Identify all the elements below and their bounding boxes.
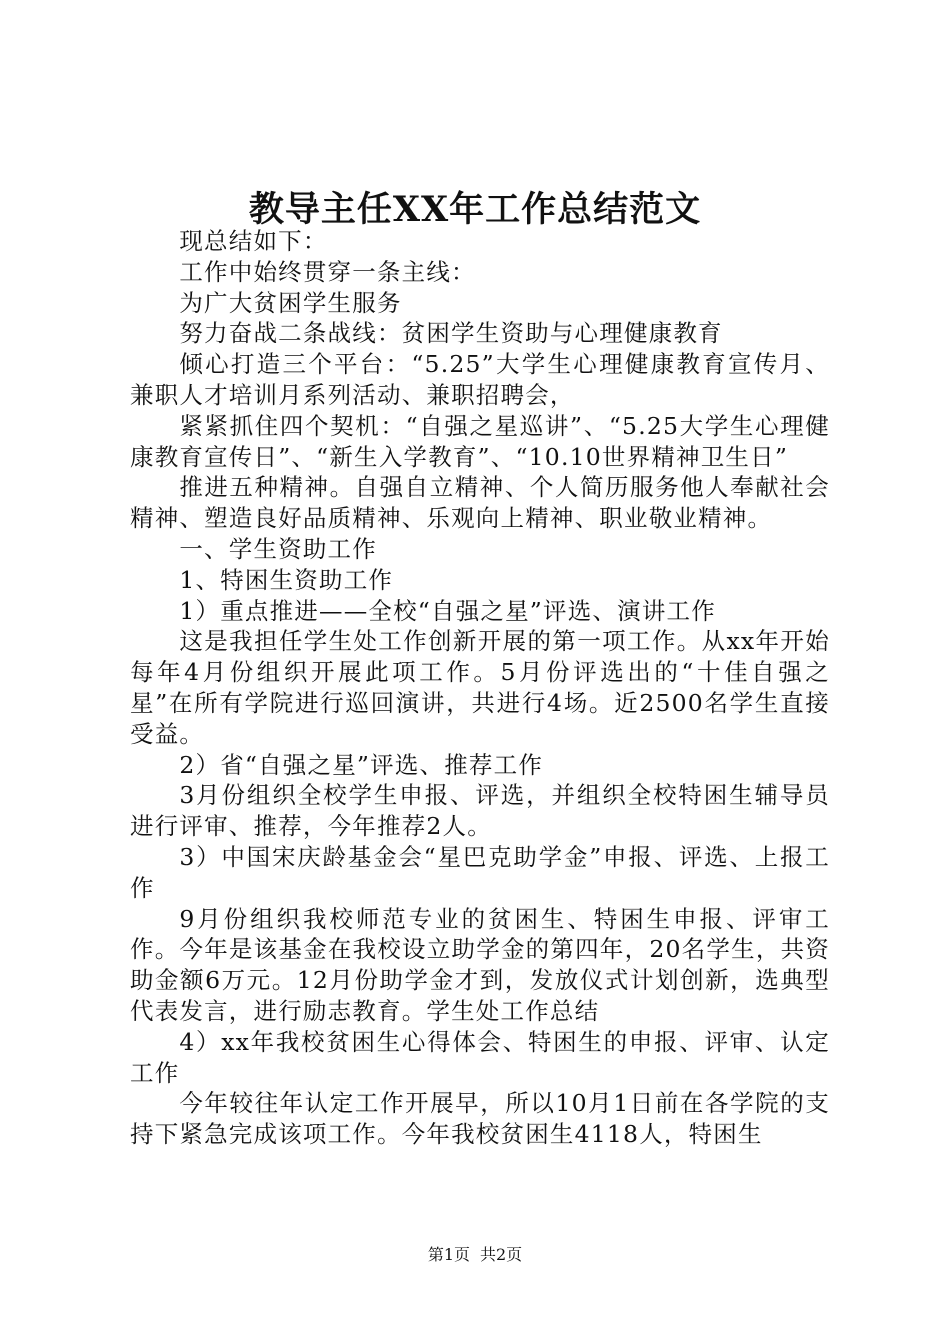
item-heading: 1）重点推进——全校“自强之星”评选、演讲工作 [179,596,716,625]
paragraph: 今年较往年认定工作开展早，所以10月1日前在各学院的支持下紧急完成该项工作。今年我校贫困生4118人，特困生 [130,1089,830,1149]
item-heading: 3）中国宋庆龄基金会“星巴克助学金”申报、评选、上报工作 [130,842,830,902]
paragraph: 工作中始终贯穿一条主线： [179,257,476,286]
paragraph: 努力奋战二条战线：贫困学生资助与心理健康教育 [179,319,723,348]
paragraph: 推进五种精神。自强自立精神、个人简历服务他人奉献社会精神、塑造良好品质精神、乐观向上精神、职业敬业精神。 [130,473,830,533]
paragraph: 3月份组织全校学生申报、评选，并组织全校特困生辅导员进行评审、推荐，今年推荐2人。 [130,781,830,841]
page-number: 第1页 [427,1245,470,1264]
page-footer [0,1244,950,1266]
paragraph: 这是我担任学生处工作创新开展的第一项工作。从xx年开始每年4月份组织开展此项工作。5月份评选出的“十佳自强之星”在所有学院进行巡回演讲，共进行4场。近2500名学生直接受益。 [130,627,830,748]
paragraph: 倾心打造三个平台：“5.25”大学生心理健康教育宣传月、兼职人才培训月系列活动、兼职招聘会， [130,350,830,409]
paragraph: 紧紧抓住四个契机：“自强之星巡讲”、“5.25大学生心理健康教育宣传日”、“新生入学教育”、“10.10世界精神卫生日” [130,411,830,471]
page-total: 共2页 [480,1245,523,1264]
paragraph: 9月份组织我校师范专业的贫困生、特困生申报、评审工作。今年是该基金在我校设立助学金的第四年，20名学生，共资助金额6万元。12月份助学金才到，发放仪式计划创新，选典型代表发言，进行励志教育。学生处工作总结 [130,904,830,1025]
document-body [130,226,830,1150]
paragraph: 现总结如下： [179,227,328,255]
item-heading: 4）xx年我校贫困生心得体会、特困生的申报、评审、认定工作 [130,1027,830,1087]
subsection-heading: 1、特困生资助工作 [179,565,394,594]
item-heading: 2）省“自强之星”评选、推荐工作 [179,750,544,779]
document-title: 教导主任XX年工作总结范文 [248,189,702,230]
section-heading: 一、学生资助工作 [179,534,377,563]
paragraph: 为广大贫困学生服务 [179,288,402,317]
